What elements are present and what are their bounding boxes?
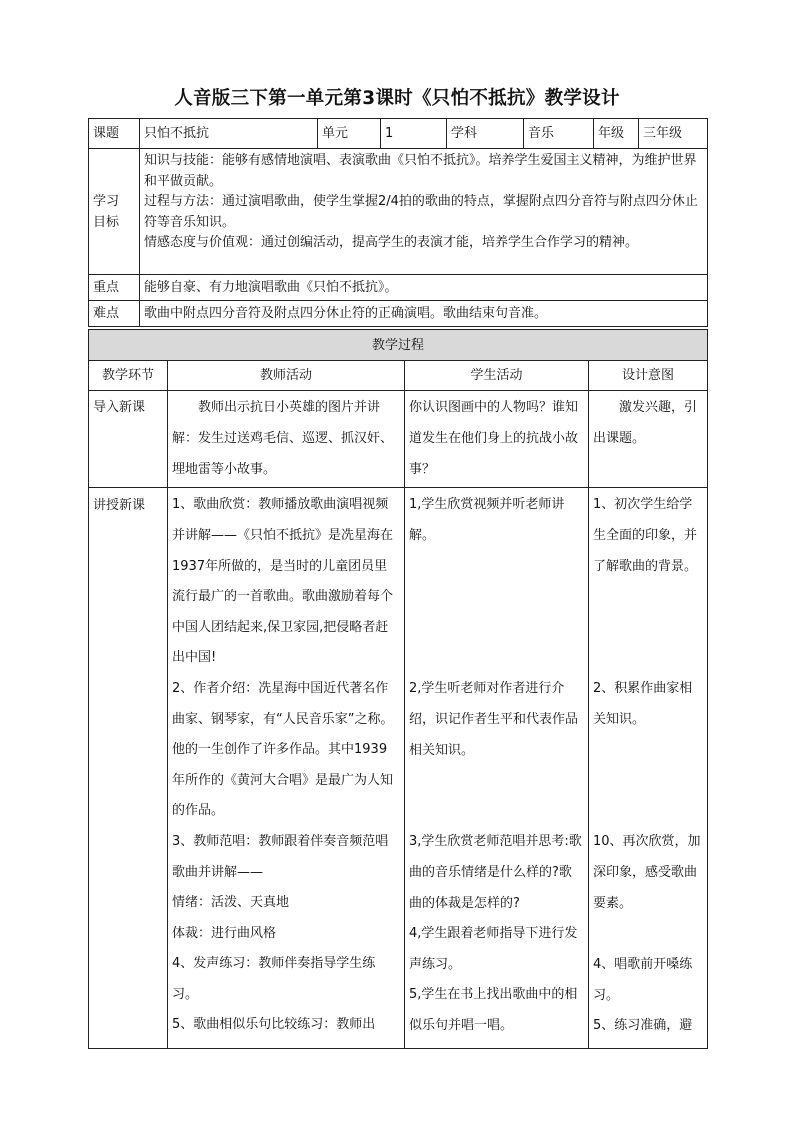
intent-step-1: 1、初次学生给学生全面的印象，并了解歌曲的背景。 [593, 497, 698, 574]
course-label: 学科 [447, 119, 524, 149]
teacher-mood: 情绪：活泼、天真地 [172, 895, 290, 911]
intro-stage: 导入新课 [89, 391, 168, 488]
teacher-step-3: 3、教师范唱：教师跟着伴奏音频范唱歌曲并讲解—— [172, 833, 389, 880]
unit-label: 单元 [318, 119, 381, 149]
student-step-2: 2,学生听老师对作者进行介绍，识记作者生平和代表作品相关知识。 [409, 681, 579, 758]
student-step-4: 4,学生跟着老师指导下进行发声练习。 [409, 926, 578, 972]
goals-content [140, 149, 708, 275]
teacher-step-2: 2、作者介绍：冼星海中国近代著名作曲家、钢琴家，有“人民音乐家”之称。他的一生创作了许多作品。其中1939年所作的《黄河大合唱》是最广为人知的作品。 [172, 680, 394, 819]
table-row [89, 488, 708, 1049]
subject-label: 课题 [89, 119, 140, 149]
intro-intent: 激发兴趣，引出课题。 [589, 391, 708, 488]
teacher-step-4: 4、发声练习：教师伴奏指导学生练习。 [172, 956, 376, 1002]
goals-label-line1: 学习 [93, 193, 120, 209]
process-header: 教学过程 [89, 330, 708, 361]
goals-label [89, 149, 140, 275]
column-intent: 设计意图 [589, 361, 708, 391]
course-value: 音乐 [524, 119, 594, 149]
teacher-step-5: 5、歌曲相似乐句比较练习：教师出 [172, 1017, 376, 1033]
goal-attitude: 情感态度与价值观：通过创编活动，提高学生的表演才能，培养学生合作学习的精神。 [144, 235, 639, 250]
column-teacher: 教师活动 [168, 361, 405, 391]
student-step-5: 5,学生在书上找出歌曲中的相似乐句并唱一唱。 [409, 987, 578, 1033]
intent-step-4: 4、唱歌前开嗓练习。 [593, 957, 693, 1003]
subject-value: 只怕不抵抗 [140, 119, 318, 149]
grade-label: 年级 [594, 119, 639, 149]
teacher-step-1: 1、歌曲欣赏：教师播放歌曲演唱视频并讲解——《只怕不抵抗》是冼星海在1937年所做的，是当时的儿童团员里流行最广的一首歌曲。歌曲激励着每个中国人团结起来,保卫家园,把侵略者赶出中国! [172, 497, 394, 666]
lesson-intent [589, 488, 708, 1049]
teacher-genre: 体裁：进行曲风格 [172, 925, 277, 941]
intro-student: 你认识图画中的人物吗？谁知道发生在他们身上的抗战小故事？ [405, 391, 589, 488]
column-student: 学生活动 [405, 361, 589, 391]
goals-label-line2: 目标 [93, 214, 120, 230]
intent-step-3: 10、再次欣赏，加深印象，感受歌曲要素。 [593, 834, 701, 911]
intro-teacher: 教师出示抗日小英雄的图片并讲解：发生过送鸡毛信、巡逻、抓汉奸、 埋地雷等小故事。 [168, 391, 405, 488]
intent-step-5: 5、练习准确，避 [593, 1018, 693, 1034]
lesson-teacher [168, 488, 405, 1049]
key-label: 重点 [89, 275, 140, 301]
document-title: 人音版三下第一单元第3课时《只怕不抵抗》教学设计 [174, 88, 620, 109]
goal-knowledge: 知识与技能：能够有感情地演唱、表演歌曲《只怕不抵抗》。培养学生爱国主义精神，为维护世界和平做贡献。 [144, 153, 697, 189]
lesson-stage: 讲授新课 [89, 488, 168, 1049]
grade-value: 三年级 [639, 119, 708, 149]
column-stage: 教学环节 [89, 361, 168, 391]
difficulty-label: 难点 [89, 301, 140, 327]
goal-process: 过程与方法：通过演唱歌曲，使学生掌握2/4拍的歌曲的特点，掌握附点四分音符与附点四分休止符等音乐知识。 [144, 194, 698, 230]
lesson-student [405, 488, 589, 1049]
info-table [88, 118, 708, 327]
intent-step-2: 2、积累作曲家相关知识。 [593, 681, 693, 727]
unit-value: 1 [381, 119, 447, 149]
key-value: 能够自豪、有力地演唱歌曲《只怕不抵抗》。 [140, 275, 708, 301]
student-step-3: 3,学生欣赏老师范唱并思考:歌曲的音乐情绪是什么样的?歌曲的体裁是怎样的? [409, 834, 582, 911]
difficulty-value: 歌曲中附点四分音符及附点四分休止符的正确演唱。歌曲结束句音准。 [140, 301, 708, 327]
table-row [89, 391, 708, 488]
process-table [88, 329, 708, 1049]
student-step-1: 1,学生欣赏视频并听老师讲解。 [409, 497, 565, 543]
